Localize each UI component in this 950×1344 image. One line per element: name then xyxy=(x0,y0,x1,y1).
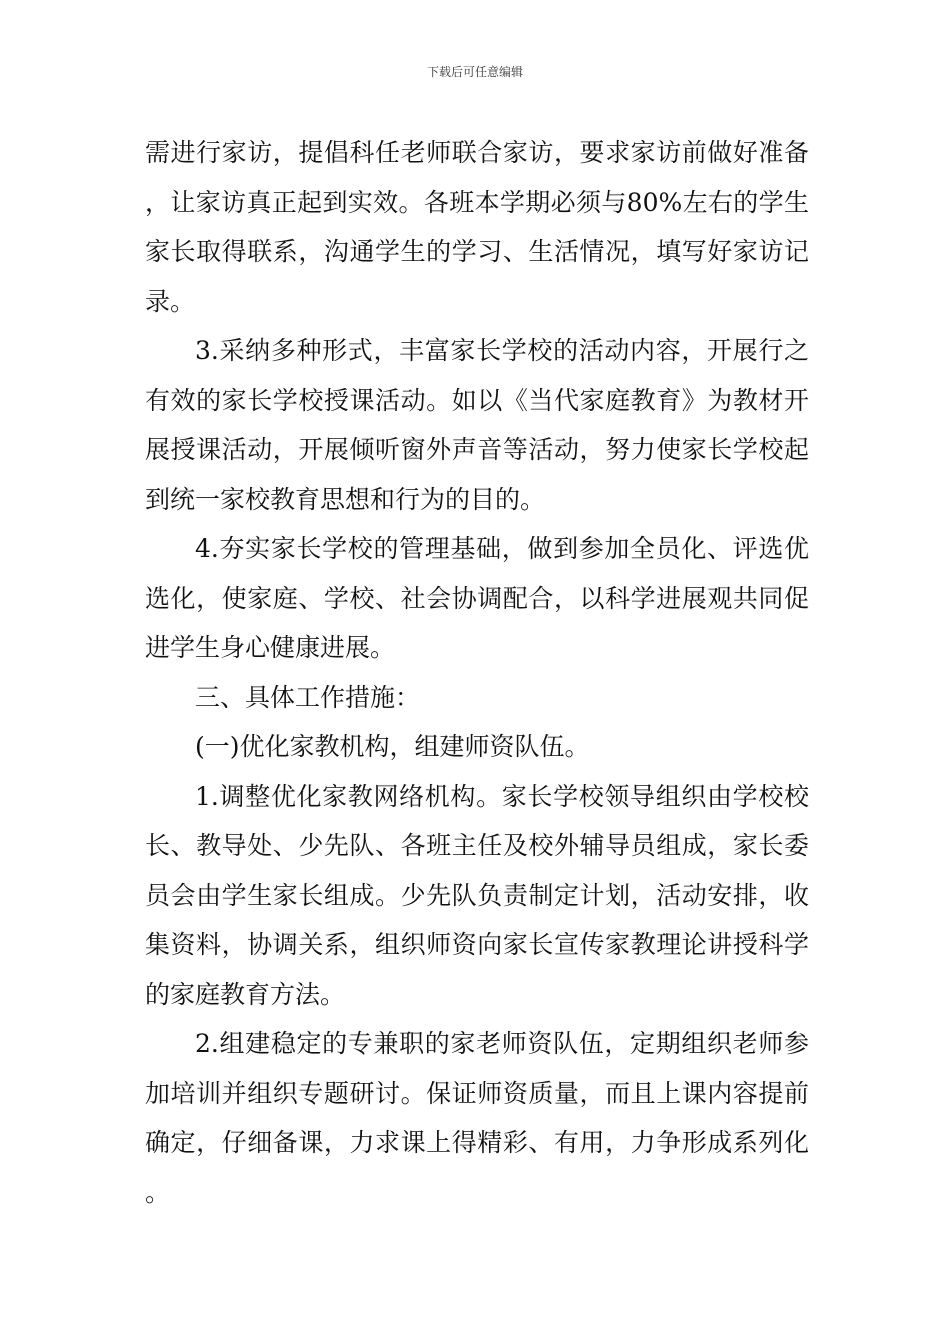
page-header: 下载后可任意编辑 xyxy=(426,65,523,79)
paragraph-measure-1: 1.调整优化家教网络机构。家长学校领导组织由学校校长、教导处、少先队、各班主任及校外辅导员组成，家长委员会由学生家长组成。少先队负责制定计划，活动安排，收集资料，协调关系，组织师资向家长宣传家教理论讲授科学的家庭教育方法。 xyxy=(145,781,809,1009)
subsection-heading: (一)优化家教机构，组建师资队伍。 xyxy=(195,732,590,761)
paragraph-continued: 需进行家访，提倡科任老师联合家访，要求家访前做好准备，让家访真正起到实效。各班本学期必须与80%左右的学生家长取得联系，沟通学生的学习、生活情况，填写好家访记录。 xyxy=(145,138,809,316)
section-heading: 三、具体工作措施： xyxy=(195,682,421,712)
paragraph-item-3: 3.采纳多种形式，丰富家长学校的活动内容，开展行之有效的家长学校授课活动。如以《当代家庭教育》为教材开展授课活动，开展倾听窗外声音等活动，努力使家长学校起到统一家校教育思想和行为的目的。 xyxy=(145,336,809,514)
paragraph-item-4: 4.夯实家长学校的管理基础，做到参加全员化、评选优选化，使家庭、学校、社会协调配合，以科学进展观共同促进学生身心健康进展。 xyxy=(145,534,809,662)
document-body xyxy=(145,128,809,1217)
paragraph-measure-2: 2.组建稳定的专兼职的家老师资队伍，定期组织老师参加培训并组织专题研讨。保证师资质量，而且上课内容提前确定，仔细备课，力求课上得精彩、有用，力争形成系列化。 xyxy=(145,1029,809,1207)
